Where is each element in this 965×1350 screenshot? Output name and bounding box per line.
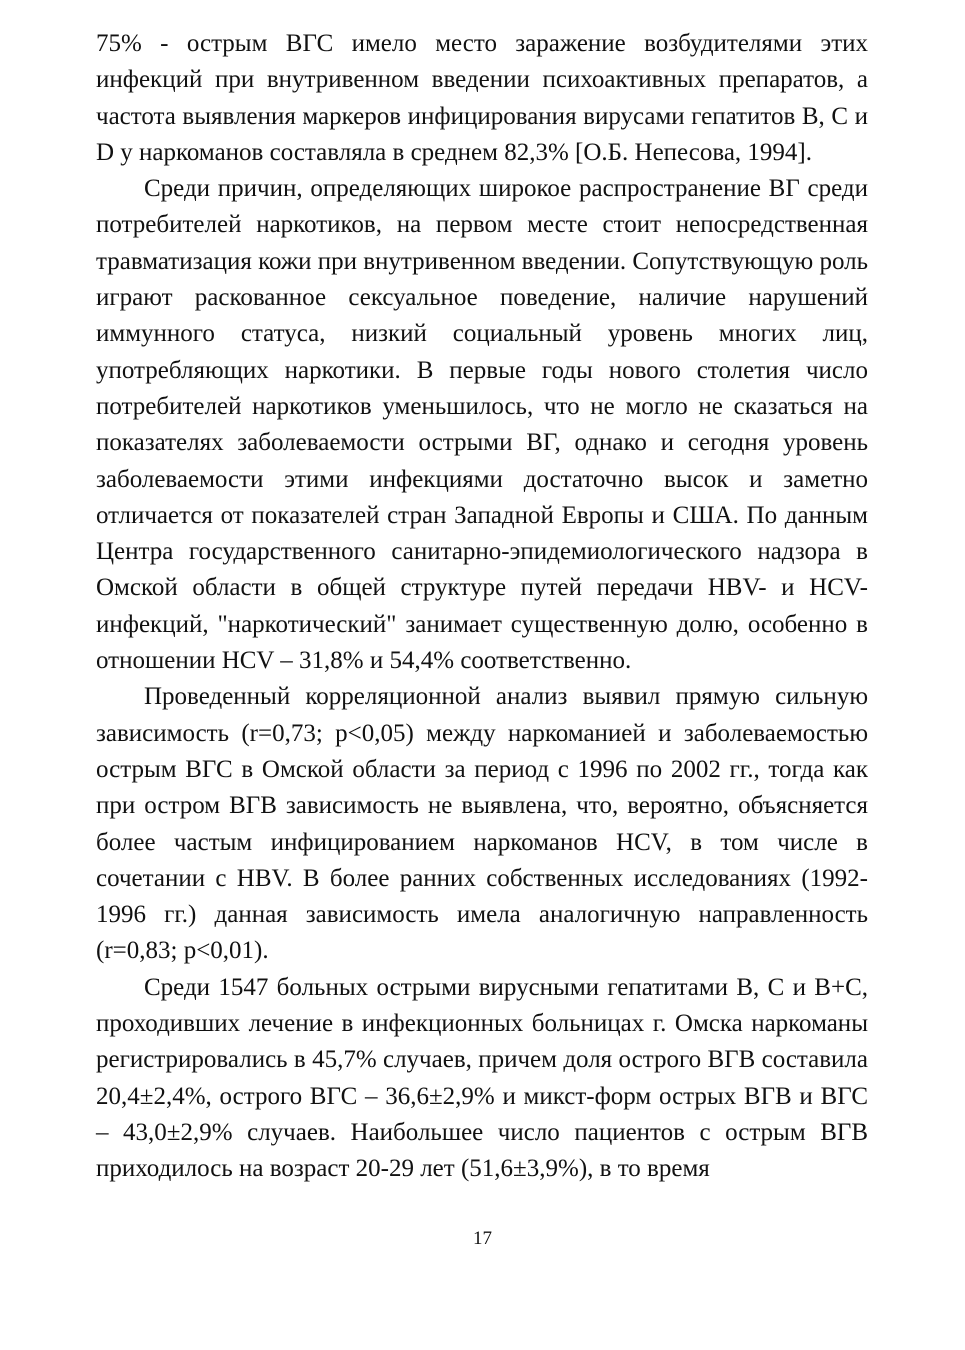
body-text [96,26,868,1188]
paragraph: 75% - острым ВГС имело место заражение возбудителями этих инфекций при внутривенном введении психоактивных препаратов, а частота выявления маркеров инфицирования вирусами гепатитов В, С и D у наркоманов составляла в среднем 82,3% [О.Б. Непесова, 1994]. [96,30,868,166]
paragraph: Среди причин, определяющих широкое распространение ВГ среди потребителей наркотиков, на первом месте стоит непосредственная травматизация кожи при внутривенном введении. Сопутствующую роль играют раскованное сексуальное поведение, наличие нарушений иммунного статуса, низкий социальный уровень многих лиц, употребляющих наркотики. В первые годы нового столетия число потребителей наркотиков уменьшилось, что не могло не сказаться на показателях заболеваемости острыми ВГ, однако и сегодня уровень заболеваемости этими инфекциями достаточно высок и заметно отличается от показателей стран Западной Европы и США. По данным Центра государственного санитарно-эпидемиологического надзора в Омской области в общей структуре путей передачи HBV- и HCV-инфекций, "наркотический" занимает существенную долю, особенно в отношении HCV – 31,8% и 54,4% соответственно. [96,175,868,675]
page-number: 17 [473,1228,492,1249]
paragraph: Проведенный корреляционной анализ выявил прямую сильную зависимость (r=0,73; p<0,05) между наркоманией и заболеваемостью острым ВГС в Омской области за период с 1996 по 2002 гг., тогда как при остром ВГВ зависимость не выявлена, что, вероятно, объясняется более частым инфицированием наркоманов HCV, в том числе в сочетании с HBV. В более ранних собственных исследованиях (1992-1996 гг.) данная зависимость имела аналогичную направленность (r=0,83; p<0,01). [96,683,868,965]
paragraph: Среди 1547 больных острыми вирусными гепатитами В, С и В+С, проходивших лечение в инфекционных больницах г. Омска наркоманы регистрировались в 45,7% случаев, причем доля острого ВГВ составила 20,4±2,4%, острого ВГС – 36,6±2,9% и микст-форм острых ВГВ и ВГС – 43,0±2,9% случаев. Наибольшее число пациентов с острым ВГВ приходилось на возраст 20-29 лет (51,6±3,9%), в то время [96,973,868,1183]
